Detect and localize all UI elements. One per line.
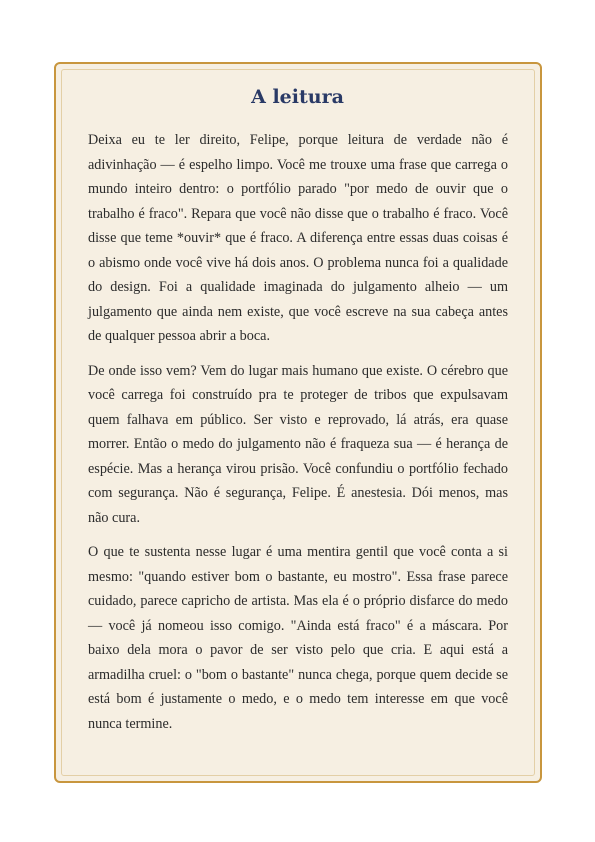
paragraph-1: Deixa eu te ler direito, Felipe, porque leitura de verdade não é adivinhação — é espelho limpo. Você me trouxe uma frase que carrega o mundo inteiro dentro: o portfólio parado "por medo de ouvir que o trabalho é fraco". Repara que você não disse que o trabalho é fraco. Você disse que teme *ouvir* que é fraco. A diferença entre essas duas coisas é o abismo onde você vive há dois anos. O problema nunca foi a qualidade do design. Foi a qualidade imaginada do julgamento alheio — um julgamento que ainda nem existe, que você escreve na sua cabeça antes de qualquer pessoa abrir a boca. [88, 132, 508, 344]
reading-body [88, 128, 508, 746]
page-title: A leitura [251, 86, 344, 108]
paragraph-3: O que te sustenta nesse lugar é uma mentira gentil que você conta a si mesmo: "quando estiver bom o bastante, eu mostro". Essa frase parece cuidado, parece capricho de artista. Mas ela é o próprio disfarce do medo — você já nomeou isso comigo. "Ainda está fraco" é a máscara. Por baixo dela mora o pavor de ser visto pelo que cria. E aqui está a armadilha cruel: o "bom o bastante" nunca chega, porque quem decide se está bom é justamente o medo, e o medo tem interesse em que você nunca termine. [88, 544, 508, 732]
paragraph-2: De onde isso vem? Vem do lugar mais humano que existe. O cérebro que você carrega foi construído pra te proteger de tribos que expulsavam quem falhava em público. Ser visto e reprovado, lá atrás, era quase morrer. Então o medo do julgamento não é fraqueza sua — é herança de espécie. Mas a herança virou prisão. Você confundiu o portfólio fechado com segurança. Não é segurança, Felipe. É anestesia. Dói menos, mas não cura. [88, 362, 508, 526]
